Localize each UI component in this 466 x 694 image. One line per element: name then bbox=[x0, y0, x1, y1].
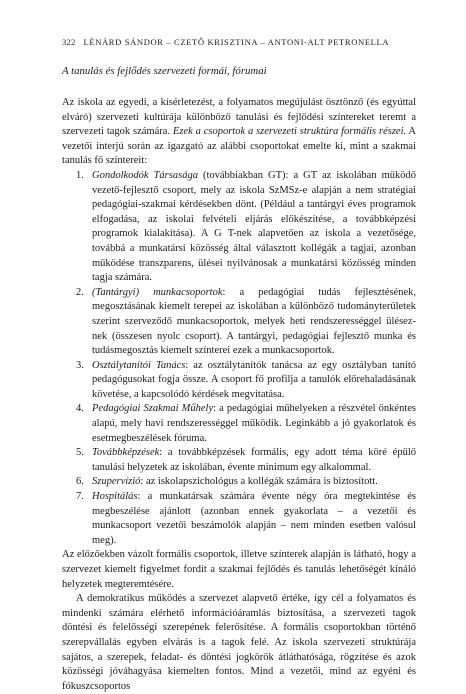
list-item-number: 7. bbox=[76, 491, 84, 503]
section-title: A tanulás és fejlődés szervezeti formái, fórumai bbox=[62, 65, 267, 77]
list-item bbox=[62, 359, 416, 403]
header-authors: LÉNÁRD SÁNDOR – CZETŐ KRISZTINA – ANTONI-ALT PETRONELLA bbox=[83, 37, 390, 47]
intro-text-a: Az iskola az egyedi, a kísérletezést, a folyamatos megújulást ösztönző (és egyúttal elváró) szervezeti kultúrája különböző tanulási és fejlődési színtereket teremt a szervezeti tagok számára. bbox=[62, 97, 416, 138]
body-text bbox=[62, 96, 416, 694]
closing-paragraph: A demokratikus működés a szervezet alapvető értéke, így cél a folyamatos és mindenki számára elérhető információáramlás biztosítása, a szervezeti tagok döntési és felelősségi szerepének felerősítése. A formális csoportokban történő szerepvállalás egyben elvárás is a tagok felé. Az iskola szervezeti struktúrája sajátos, a szerepek, feladat- és döntési jogkörök átláthatósága, rögzítése és azok közösségi jóváhagyása kiemelten fontos. Mind a vezetői, mind az egyéni és fókuszcsoportos bbox=[62, 593, 416, 692]
list-item-term: Továbbképzések bbox=[92, 447, 160, 459]
list-item-number: 2. bbox=[76, 286, 84, 298]
list-item-text: (továbbiakban GT): a GT az iskolában működő vezető-fejlesztő csoport, mely az iskola SzMSz-e alapján a nem stratégiai pedagógiai-szakmai kérdésekben dönt. (Például a tantárgyi éves programok elfogadása, az iskolai felvételi eljárás előkészítése, a továbbképzési programok kialakítása). A G T-nek alapvetően az iskola a vezetősége, továbbá a munkatársi közösség által választott kollégák a tagjai, azonban működése transzparens, ülései nyilvánosak a munkatársi közösség minden tagja számára. bbox=[92, 169, 417, 284]
list-item-term: Gondolkodók Társasága bbox=[92, 169, 198, 181]
list-item-text: : a munkatársak számára évente négy óra megtekintése és megbeszélése ajánlott (azonban ennek gyakorlata – a vezetői és munkacsoport vezetői beszámolók alapján – nem minden esetben valósul meg). bbox=[92, 491, 416, 546]
forums-list bbox=[62, 169, 416, 548]
list-item bbox=[62, 169, 416, 286]
list-item bbox=[62, 402, 416, 446]
list-item-text: : az iskolapszichológus a kollégák számára is biztosított. bbox=[140, 476, 378, 488]
list-item bbox=[62, 446, 416, 475]
list-item bbox=[62, 286, 416, 359]
summary-paragraph: Az előzőekben vázolt formális csoportok, illetve színterek alapján is látható, hogy a szervezet kiemelt figyelmet fordít a szakmai fejlődés és tanulás lehetőségét kínáló helyzetek megteremtésére. bbox=[62, 549, 416, 590]
running-header bbox=[62, 35, 412, 50]
list-item-text: : a pedagógiai tudás fejlesztésének, megosztásának kiemelt terepei az iskolában a különböző tudományterületek szerint szerveződő munkacsoportok, melyek heti rendszerességgel ülésez-nek (összesen nyolc csoport). A tantárgyi, pedagógiai fejlesztő munka és tudásmegosztás kiemelt színterei ezek a munkacsoportok. bbox=[92, 286, 416, 357]
list-item-number: 3. bbox=[76, 359, 84, 371]
list-item-number: 4. bbox=[76, 403, 84, 415]
intro-paragraph bbox=[62, 96, 416, 169]
list-item-term: Pedagógiai Szakmai Műhely bbox=[92, 403, 214, 415]
list-item-term: (Tantárgyi) munkacsoportok bbox=[92, 286, 223, 298]
list-item bbox=[62, 490, 416, 548]
intro-text-italic: Ezek a csoportok a szervezeti struktúra formális részei. bbox=[172, 126, 407, 138]
list-item-term: Osztálytanítói Tanács bbox=[92, 359, 186, 371]
list-item-number: 6. bbox=[76, 476, 84, 488]
list-item-text: : a továbbképzések formális, egy adott téma köré épülő tanulási helyzetek az iskolában, évente minimum egy alkalommal. bbox=[92, 447, 416, 473]
list-item-number: 1. bbox=[76, 169, 84, 181]
list-item bbox=[62, 475, 416, 490]
list-item-term: Hospitálás bbox=[92, 491, 138, 503]
intro-text-c: A vezetői interjú során az igazgató az alábbi csoportokat emelte ki, mint a szakmai tanulás fő színtereit: bbox=[62, 126, 416, 167]
list-item-text: : az osztálytanítók tanácsa az egy osztályban tanító pedagógusokat fogja össze. A csoport fő profilja a tanulók előrehaladásának követése, a kapcsolódó kérdések megvitatása. bbox=[92, 359, 416, 400]
page-number: 322 bbox=[62, 37, 76, 47]
list-item-number: 5. bbox=[76, 447, 84, 459]
list-item-text: : a pedagógiai műhelyeken a részvétel önkéntes alapú, mely havi rendszerességgel működik. Leginkább a jó gyakorlatok és esetmegbeszélések fóruma. bbox=[92, 403, 416, 444]
list-item-term: Szupervízió bbox=[92, 476, 141, 488]
